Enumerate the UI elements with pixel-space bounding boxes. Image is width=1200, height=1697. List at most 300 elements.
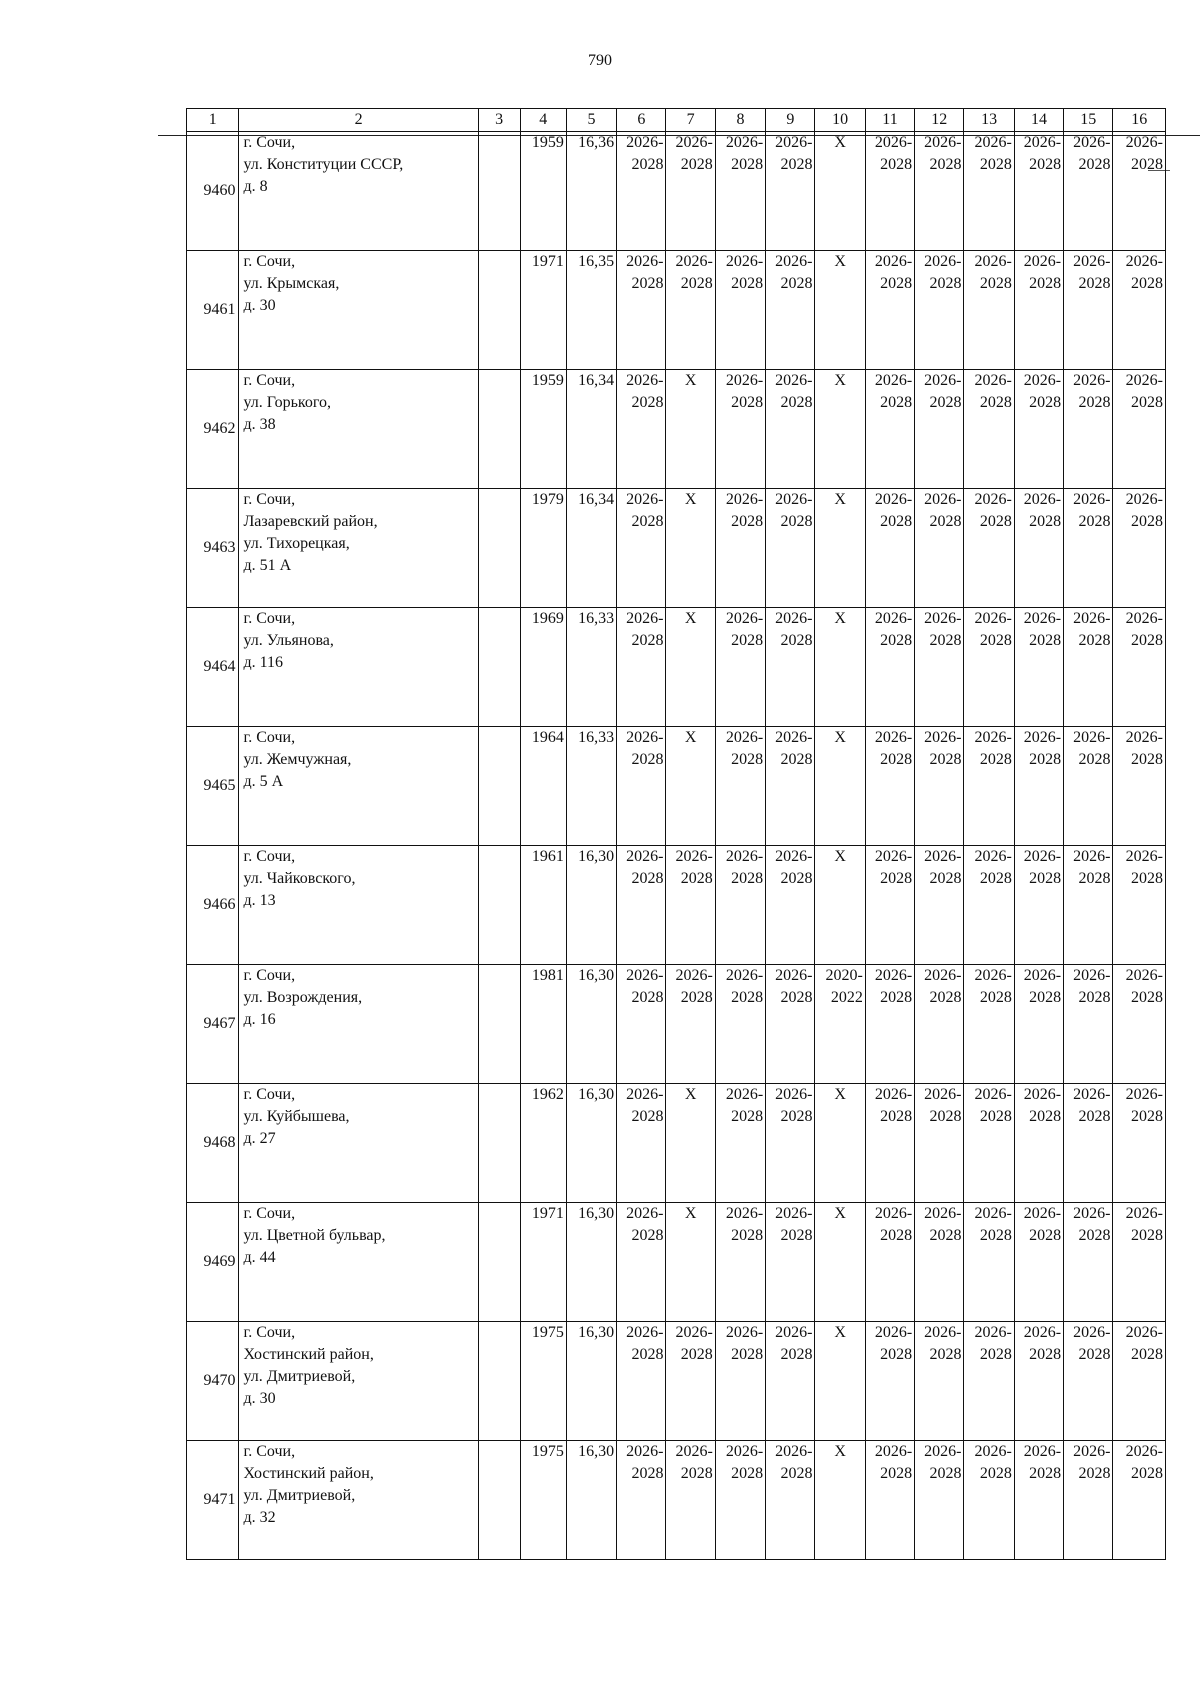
period-part: 2026- xyxy=(1125,134,1163,151)
period-cell xyxy=(617,1322,666,1441)
period-part: 2028 xyxy=(780,870,813,887)
period-part: 2020- xyxy=(825,967,863,984)
period-part: 2026- xyxy=(775,729,813,746)
period-part: 2028 xyxy=(780,394,813,411)
period-part: 2028 xyxy=(929,1346,962,1363)
period-part: 2028 xyxy=(880,394,913,411)
period-part: 2028 xyxy=(929,513,962,530)
period-cell xyxy=(1064,727,1113,846)
period-part: 2026- xyxy=(775,491,813,508)
address-line: г. Сочи, xyxy=(243,372,296,389)
value-cell: 16,33 xyxy=(566,727,616,846)
address-line: г. Сочи, xyxy=(243,1443,296,1460)
period-part: 2026- xyxy=(874,967,913,984)
period-part: 2026- xyxy=(626,1324,664,1341)
period-cell xyxy=(815,132,865,251)
column-number-1: 1 xyxy=(187,109,239,132)
period-cell xyxy=(1113,1084,1166,1203)
period-cell xyxy=(766,132,815,251)
period-part: 2026- xyxy=(924,1205,962,1222)
header-row xyxy=(187,109,1166,132)
period-cell xyxy=(1113,1441,1166,1560)
period-part: 2028 xyxy=(880,1346,913,1363)
period-part: 2026- xyxy=(874,253,913,270)
period-part: 2026- xyxy=(1073,491,1111,508)
period-part: 2026- xyxy=(924,372,962,389)
period-part: 2028 xyxy=(880,989,913,1006)
period-part: 2026- xyxy=(924,1086,962,1103)
period-mark: X xyxy=(834,1205,846,1222)
period-part: 2026- xyxy=(626,253,664,270)
period-cell xyxy=(617,846,666,965)
address-line: ул. Горького, xyxy=(243,394,331,411)
period-mark: X xyxy=(834,491,846,508)
period-part: 2026- xyxy=(974,729,1012,746)
table-row xyxy=(187,251,1166,370)
row-number: 9460 xyxy=(187,132,239,251)
address-line: ул. Тихорецкая, xyxy=(243,535,350,552)
period-part: 2026- xyxy=(1023,253,1062,270)
period-cell xyxy=(964,251,1014,370)
column-number-13: 13 xyxy=(964,109,1014,132)
period-cell xyxy=(915,251,964,370)
period-part: 2028 xyxy=(631,513,664,530)
address-line: д. 44 xyxy=(243,1249,276,1266)
period-cell xyxy=(815,1203,865,1322)
period-part: 2028 xyxy=(929,1108,962,1125)
period-cell xyxy=(617,1441,666,1560)
period-part: 2028 xyxy=(780,989,813,1006)
period-cell xyxy=(1113,489,1166,608)
period-part: 2028 xyxy=(929,751,962,768)
column-3-cell xyxy=(478,608,520,727)
period-part: 2026- xyxy=(775,967,813,984)
address-line: д. 16 xyxy=(243,1011,276,1028)
period-part: 2028 xyxy=(979,870,1012,887)
column-3-cell xyxy=(478,132,520,251)
column-number-9: 9 xyxy=(766,109,815,132)
address-line: д. 30 xyxy=(243,297,276,314)
period-part: 2028 xyxy=(631,156,664,173)
address-cell xyxy=(239,1441,478,1560)
period-cell xyxy=(666,1203,715,1322)
period-cell xyxy=(666,1322,715,1441)
period-part: 2028 xyxy=(680,1346,713,1363)
period-part: 2026- xyxy=(1023,1324,1062,1341)
period-cell xyxy=(617,727,666,846)
period-part: 2026- xyxy=(1073,1324,1111,1341)
period-part: 2026- xyxy=(725,610,764,627)
column-number-4: 4 xyxy=(520,109,566,132)
period-part: 2028 xyxy=(979,989,1012,1006)
period-part: 2026- xyxy=(775,253,813,270)
period-part: 2028 xyxy=(1078,513,1111,530)
period-part: 2028 xyxy=(731,156,764,173)
period-cell xyxy=(666,132,715,251)
period-part: 2026- xyxy=(725,1205,764,1222)
period-cell xyxy=(617,1203,666,1322)
table-row xyxy=(187,489,1166,608)
period-part: 2028 xyxy=(979,751,1012,768)
period-cell xyxy=(766,489,815,608)
address-line: ул. Дмитриевой, xyxy=(243,1368,356,1385)
period-part: 2026- xyxy=(775,610,813,627)
period-cell xyxy=(617,132,666,251)
period-part: 2026- xyxy=(626,848,664,865)
period-part: 2028 xyxy=(880,1108,913,1125)
period-part: 2028 xyxy=(780,275,813,292)
period-part: 2026- xyxy=(775,1205,813,1222)
period-part: 2026- xyxy=(626,134,664,151)
address-line: г. Сочи, xyxy=(243,491,296,508)
period-cell xyxy=(617,489,666,608)
period-cell xyxy=(915,370,964,489)
period-cell xyxy=(865,370,914,489)
period-part: 2028 xyxy=(979,1108,1012,1125)
period-part: 2028 xyxy=(880,513,913,530)
table-row xyxy=(187,608,1166,727)
address-line: Хостинский район, xyxy=(243,1465,374,1482)
table-row xyxy=(187,132,1166,251)
period-cell xyxy=(915,132,964,251)
row-number: 9468 xyxy=(187,1084,239,1203)
address-line: Хостинский район, xyxy=(243,1346,374,1363)
column-3-cell xyxy=(478,727,520,846)
period-part: 2026- xyxy=(626,610,664,627)
period-mark: X xyxy=(684,491,697,508)
period-cell xyxy=(865,132,914,251)
period-cell xyxy=(815,251,865,370)
table-row xyxy=(187,727,1166,846)
address-line: ул. Цветной бульвар, xyxy=(243,1227,386,1244)
period-part: 2028 xyxy=(1029,870,1062,887)
period-cell xyxy=(915,489,964,608)
address-line: г. Сочи, xyxy=(243,848,296,865)
period-cell xyxy=(666,370,715,489)
period-part: 2028 xyxy=(979,1227,1012,1244)
period-cell xyxy=(766,608,815,727)
period-part: 2028 xyxy=(880,156,913,173)
period-part: 2028 xyxy=(780,751,813,768)
period-cell xyxy=(964,846,1014,965)
period-part: 2026- xyxy=(626,491,664,508)
period-cell xyxy=(1064,132,1113,251)
period-part: 2026- xyxy=(1023,729,1062,746)
period-part: 2028 xyxy=(979,632,1012,649)
period-cell xyxy=(865,1203,914,1322)
period-part: 2026- xyxy=(725,1443,764,1460)
year-cell: 1975 xyxy=(520,1441,566,1560)
period-part: 2026- xyxy=(1073,134,1111,151)
period-cell xyxy=(715,132,765,251)
period-cell xyxy=(666,846,715,965)
period-part: 2026- xyxy=(924,134,962,151)
period-part: 2026- xyxy=(1125,1324,1163,1341)
period-cell xyxy=(666,1441,715,1560)
period-mark: X xyxy=(834,1443,846,1460)
period-mark: X xyxy=(834,372,846,389)
period-cell xyxy=(815,727,865,846)
address-cell xyxy=(239,846,478,965)
period-cell xyxy=(617,608,666,727)
table-row xyxy=(187,370,1166,489)
period-cell xyxy=(964,370,1014,489)
period-part: 2026- xyxy=(924,729,962,746)
period-cell xyxy=(1014,1441,1063,1560)
period-part: 2028 xyxy=(1131,751,1163,768)
period-part: 2028 xyxy=(731,1108,764,1125)
period-part: 2028 xyxy=(1131,394,1163,411)
period-part: 2026- xyxy=(1125,253,1163,270)
address-cell xyxy=(239,727,478,846)
row-number: 9463 xyxy=(187,489,239,608)
period-cell xyxy=(1014,1084,1063,1203)
period-part: 2026- xyxy=(626,967,664,984)
period-part: 2028 xyxy=(880,751,913,768)
period-part: 2028 xyxy=(731,989,764,1006)
column-number-12: 12 xyxy=(915,109,964,132)
period-part: 2026- xyxy=(725,372,764,389)
period-part: 2028 xyxy=(1131,632,1163,649)
period-part: 2028 xyxy=(631,1108,664,1125)
period-cell xyxy=(617,1084,666,1203)
column-3-cell xyxy=(478,965,520,1084)
year-cell: 1962 xyxy=(520,1084,566,1203)
column-3-cell xyxy=(478,1203,520,1322)
period-part: 2028 xyxy=(929,989,962,1006)
period-cell xyxy=(715,608,765,727)
period-part: 2028 xyxy=(631,275,664,292)
column-number-3: 3 xyxy=(478,109,520,132)
period-cell xyxy=(915,1084,964,1203)
period-mark: X xyxy=(834,848,846,865)
period-part: 2028 xyxy=(631,989,664,1006)
period-part: 2026- xyxy=(974,372,1012,389)
address-line: д. 5 А xyxy=(243,773,284,790)
period-part: 2028 xyxy=(731,275,764,292)
address-line: г. Сочи, xyxy=(243,1205,296,1222)
column-number-6: 6 xyxy=(617,109,666,132)
address-line: д. 32 xyxy=(243,1509,276,1526)
period-part: 2026- xyxy=(1023,967,1062,984)
period-cell xyxy=(1113,1203,1166,1322)
address-line: ул. Жемчужная, xyxy=(243,751,352,768)
period-cell xyxy=(766,251,815,370)
period-cell xyxy=(1064,846,1113,965)
address-cell xyxy=(239,1084,478,1203)
period-part: 2026- xyxy=(924,1443,962,1460)
period-cell xyxy=(1014,489,1063,608)
column-number-2: 2 xyxy=(239,109,478,132)
period-cell xyxy=(715,965,765,1084)
period-part: 2026- xyxy=(874,610,913,627)
period-part: 2028 xyxy=(880,870,913,887)
period-cell xyxy=(1064,1441,1113,1560)
period-part: 2028 xyxy=(680,870,713,887)
period-part: 2028 xyxy=(929,1227,962,1244)
address-line: ул. Возрождения, xyxy=(243,989,363,1006)
period-part: 2028 xyxy=(979,275,1012,292)
period-part: 2026- xyxy=(924,253,962,270)
period-cell xyxy=(1113,846,1166,965)
period-part: 2028 xyxy=(1029,513,1062,530)
period-cell xyxy=(715,370,765,489)
period-cell xyxy=(666,489,715,608)
period-cell xyxy=(964,1322,1014,1441)
column-3-cell xyxy=(478,489,520,608)
column-number-8: 8 xyxy=(715,109,765,132)
period-part: 2026- xyxy=(775,1324,813,1341)
column-3-cell xyxy=(478,251,520,370)
column-number-16: 16 xyxy=(1113,109,1166,132)
period-cell xyxy=(815,846,865,965)
year-cell: 1975 xyxy=(520,1322,566,1441)
period-part: 2026- xyxy=(1125,729,1163,746)
period-part: 2028 xyxy=(929,156,962,173)
period-part: 2028 xyxy=(929,870,962,887)
period-part: 2028 xyxy=(929,632,962,649)
column-number-7: 7 xyxy=(666,109,715,132)
period-cell xyxy=(1014,370,1063,489)
period-part: 2026- xyxy=(1073,610,1111,627)
row-number: 9470 xyxy=(187,1322,239,1441)
period-part: 2028 xyxy=(979,394,1012,411)
period-cell xyxy=(1064,608,1113,727)
period-part: 2026- xyxy=(1023,1205,1062,1222)
period-part: 2028 xyxy=(880,1227,913,1244)
period-part: 2028 xyxy=(979,1346,1012,1363)
address-cell xyxy=(239,251,478,370)
period-part: 2026- xyxy=(725,253,764,270)
period-cell xyxy=(1014,132,1063,251)
period-part: 2026- xyxy=(725,1324,764,1341)
value-cell: 16,36 xyxy=(566,132,616,251)
period-part: 2026- xyxy=(874,1086,913,1103)
value-cell: 16,33 xyxy=(566,608,616,727)
year-cell: 1971 xyxy=(520,251,566,370)
period-part: 2028 xyxy=(631,870,664,887)
period-cell xyxy=(915,727,964,846)
column-number-10: 10 xyxy=(815,109,865,132)
period-part: 2028 xyxy=(680,989,713,1006)
period-part: 2026- xyxy=(725,1086,764,1103)
year-cell: 1979 xyxy=(520,489,566,608)
row-number: 9464 xyxy=(187,608,239,727)
period-part: 2028 xyxy=(1078,751,1111,768)
period-part: 2028 xyxy=(631,1227,664,1244)
period-part: 2028 xyxy=(1029,1108,1062,1125)
period-cell xyxy=(1064,1322,1113,1441)
period-cell xyxy=(1064,1203,1113,1322)
period-part: 2026- xyxy=(874,1443,913,1460)
row-number: 9461 xyxy=(187,251,239,370)
period-cell xyxy=(666,251,715,370)
period-cell xyxy=(1014,608,1063,727)
period-part: 2028 xyxy=(1131,1227,1163,1244)
period-part: 2026- xyxy=(675,1443,713,1460)
period-part: 2028 xyxy=(780,1346,813,1363)
period-part: 2028 xyxy=(1078,275,1111,292)
period-part: 2026- xyxy=(1125,610,1163,627)
period-cell xyxy=(815,489,865,608)
period-part: 2026- xyxy=(874,1205,913,1222)
period-part: 2028 xyxy=(680,275,713,292)
period-cell xyxy=(1064,370,1113,489)
period-cell xyxy=(865,727,914,846)
row-number: 9467 xyxy=(187,965,239,1084)
period-part: 2026- xyxy=(1073,848,1111,865)
column-3-cell xyxy=(478,846,520,965)
period-cell xyxy=(715,846,765,965)
period-part: 2026- xyxy=(924,848,962,865)
address-line: г. Сочи, xyxy=(243,1086,296,1103)
period-cell xyxy=(1014,965,1063,1084)
period-part: 2026- xyxy=(725,967,764,984)
period-cell xyxy=(1113,1322,1166,1441)
address-line: Лазаревский район, xyxy=(243,513,378,530)
value-cell: 16,30 xyxy=(566,1322,616,1441)
period-part: 2026- xyxy=(775,1443,813,1460)
period-cell xyxy=(1113,370,1166,489)
address-line: д. 8 xyxy=(243,178,268,195)
period-part: 2026- xyxy=(1125,372,1163,389)
period-mark: X xyxy=(684,610,697,627)
address-line: ул. Крымская, xyxy=(243,275,340,292)
address-line: д. 13 xyxy=(243,892,276,909)
period-cell xyxy=(766,965,815,1084)
period-cell xyxy=(766,1441,815,1560)
period-part: 2026- xyxy=(1125,967,1163,984)
table-row xyxy=(187,1441,1166,1560)
period-part: 2026- xyxy=(725,491,764,508)
period-part: 2026- xyxy=(974,610,1012,627)
period-cell xyxy=(865,965,914,1084)
period-cell xyxy=(666,965,715,1084)
period-cell xyxy=(915,1203,964,1322)
period-part: 2028 xyxy=(1029,1465,1062,1482)
period-cell xyxy=(666,1084,715,1203)
period-part: 2028 xyxy=(1078,394,1111,411)
year-cell: 1971 xyxy=(520,1203,566,1322)
period-cell xyxy=(865,1441,914,1560)
address-cell xyxy=(239,1203,478,1322)
period-part: 2026- xyxy=(1023,610,1062,627)
address-line: ул. Чайковского, xyxy=(243,870,356,887)
period-part: 2028 xyxy=(1131,870,1163,887)
period-part: 2026- xyxy=(874,372,913,389)
period-part: 2028 xyxy=(1029,394,1062,411)
period-cell xyxy=(915,965,964,1084)
period-part: 2026- xyxy=(874,729,913,746)
period-part: 2028 xyxy=(880,632,913,649)
period-part: 2028 xyxy=(1029,156,1062,173)
period-cell xyxy=(666,727,715,846)
period-part: 2026- xyxy=(1023,372,1062,389)
period-part: 2028 xyxy=(1131,156,1163,173)
period-part: 2026- xyxy=(675,848,713,865)
period-cell xyxy=(617,965,666,1084)
period-cell xyxy=(1113,251,1166,370)
period-cell xyxy=(715,251,765,370)
register-table xyxy=(186,108,1166,1560)
period-cell xyxy=(1064,251,1113,370)
period-cell xyxy=(617,251,666,370)
period-part: 2028 xyxy=(1078,1108,1111,1125)
column-3-cell xyxy=(478,1084,520,1203)
period-part: 2028 xyxy=(631,394,664,411)
period-part: 2026- xyxy=(1073,253,1111,270)
period-part: 2028 xyxy=(929,394,962,411)
